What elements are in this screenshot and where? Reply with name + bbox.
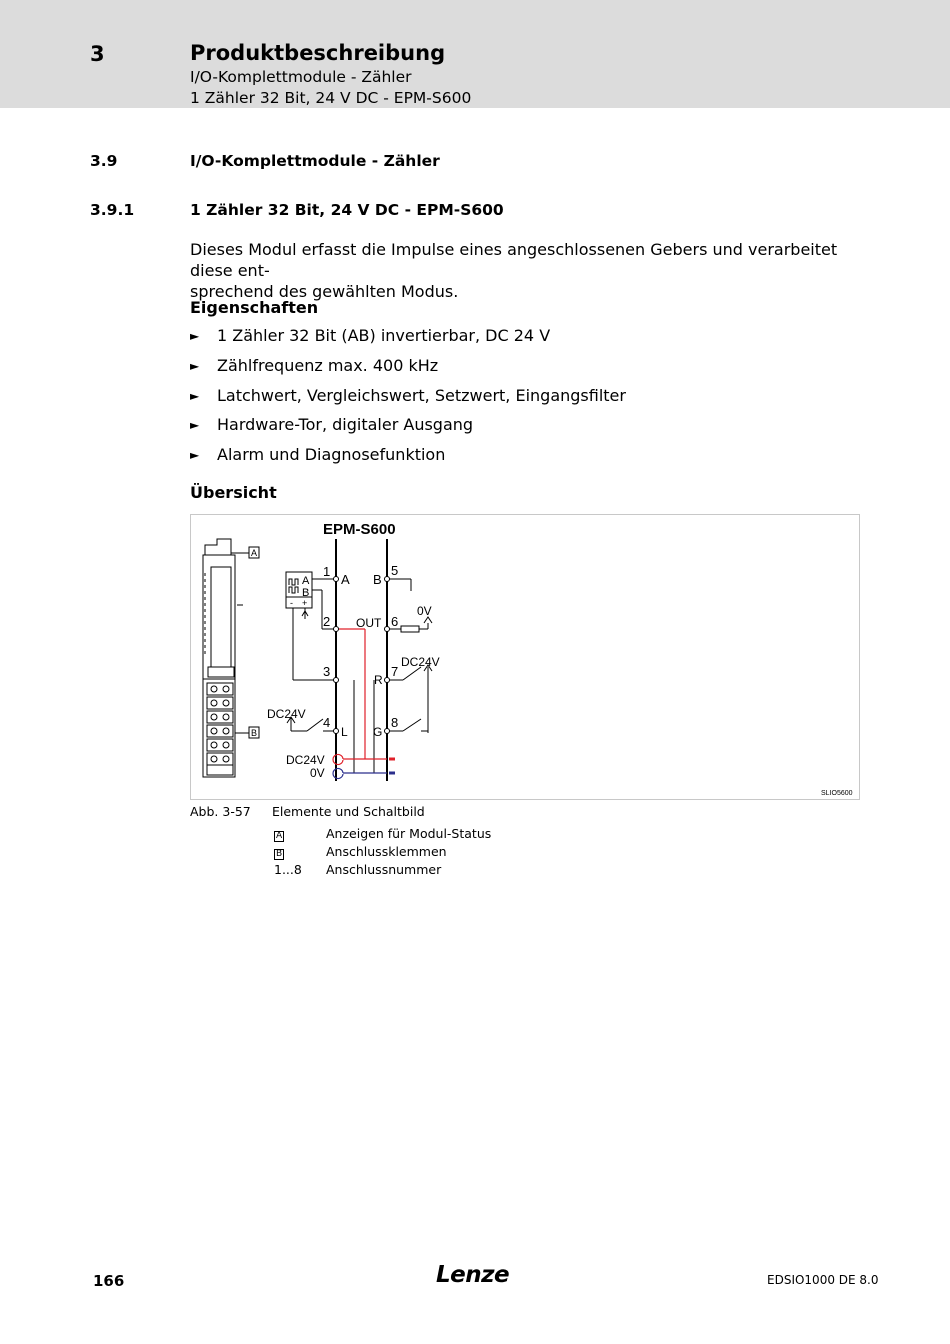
terminal-number: 1 xyxy=(323,564,331,579)
intro-paragraph xyxy=(190,239,870,302)
encoder-b-label: B xyxy=(302,587,310,599)
module-side-view xyxy=(203,539,259,777)
signal-g-label: G xyxy=(373,725,383,739)
chapter-title: Produktbeschreibung xyxy=(190,41,446,65)
figure-caption-title: Elemente und Schaltbild xyxy=(272,804,425,819)
figure-code: SLIO5600 xyxy=(821,790,853,797)
feature-item: ► Hardware-Tor, digitaler Ausgang xyxy=(190,415,474,434)
terminal-number: 6 xyxy=(391,614,399,629)
feature-text: 1 Zähler 32 Bit (AB) invertierbar, DC 24 V xyxy=(217,326,551,345)
encoder-plus-label: + xyxy=(302,598,308,608)
subsection-title: 1 Zähler 32 Bit, 24 V DC - EPM-S600 xyxy=(190,201,504,219)
terminal-number: 2 xyxy=(323,614,331,629)
legend-key xyxy=(274,826,284,842)
feature-text: Zählfrequenz max. 400 kHz xyxy=(217,356,439,375)
subsection-number: 3.9.1 xyxy=(90,201,135,219)
output-0v-label: 0V xyxy=(417,604,432,618)
terminal-points xyxy=(334,577,390,734)
section-number: 3.9 xyxy=(90,152,118,170)
feature-item: ► Alarm und Diagnosefunktion xyxy=(190,445,446,464)
legend-value: Anschlussnummer xyxy=(326,862,442,877)
marker-a-label: A xyxy=(251,548,258,558)
encoder-minus-label: - xyxy=(290,598,293,608)
wiring-diagram xyxy=(191,515,859,799)
features-heading: Eigenschaften xyxy=(190,298,319,317)
terminal-number: 8 xyxy=(391,715,399,730)
page-number: 166 xyxy=(93,1272,125,1290)
left-dc24v-label: DC24V xyxy=(267,707,306,721)
overview-heading: Übersicht xyxy=(190,483,277,502)
supply-dc24v-label: DC24V xyxy=(286,753,325,767)
module-title: EPM-S600 xyxy=(323,521,396,538)
header-band xyxy=(0,0,950,108)
signal-b-label: B xyxy=(373,572,382,587)
legend-key: 1...8 xyxy=(274,862,302,877)
encoder-a-label: A xyxy=(302,575,310,587)
feature-text: Hardware-Tor, digitaler Ausgang xyxy=(217,415,474,434)
legend-value: Anschlussklemmen xyxy=(326,844,447,859)
feature-item: ► 1 Zähler 32 Bit (AB) invertierbar, DC 24 V xyxy=(190,326,551,345)
signal-a-label: A xyxy=(341,572,350,587)
right-dc24v-label: DC24V xyxy=(401,655,440,669)
feature-text: Alarm und Diagnosefunktion xyxy=(217,445,446,464)
wires-blue xyxy=(333,769,395,779)
intro-line-2: sprechend des gewählten Modus. xyxy=(190,282,459,301)
intro-line-1: Dieses Modul erfasst die Impulse eines angeschlossenen Gebers und verarbeitet diese ent- xyxy=(190,240,838,280)
wiring-diagram-figure xyxy=(190,514,860,800)
marker-b-label: B xyxy=(251,728,258,738)
terminal-number: 3 xyxy=(323,664,331,679)
figure-caption-label: Abb. 3-57 xyxy=(190,804,251,819)
terminal-number: 4 xyxy=(323,715,331,730)
terminal-number: 7 xyxy=(391,664,399,679)
signal-out-label: OUT xyxy=(356,616,382,630)
signal-l-label: L xyxy=(341,725,348,739)
lenze-logo: Lenze xyxy=(436,1262,510,1288)
chapter-subtitle-1: I/O-Komplettmodule - Zähler xyxy=(190,68,412,86)
legend-key xyxy=(274,844,284,860)
signal-r-label: R xyxy=(374,673,383,687)
legend-key-box: B xyxy=(276,849,283,859)
section-title: I/O-Komplettmodule - Zähler xyxy=(190,152,440,170)
feature-item: ► Latchwert, Vergleichswert, Setzwert, Eingangsfilter xyxy=(190,386,626,405)
chapter-subtitle-2: 1 Zähler 32 Bit, 24 V DC - EPM-S600 xyxy=(190,89,472,107)
document-id: EDSIO1000 DE 8.0 xyxy=(767,1273,879,1287)
chapter-number: 3 xyxy=(90,42,105,66)
terminal-number: 5 xyxy=(391,563,399,578)
supply-0v-label: 0V xyxy=(310,766,325,780)
legend-value: Anzeigen für Modul-Status xyxy=(326,826,492,841)
legend-key-box: A xyxy=(276,831,283,841)
feature-item: ► Zählfrequenz max. 400 kHz xyxy=(190,356,439,375)
wires-red xyxy=(333,629,395,765)
feature-text: Latchwert, Vergleichswert, Setzwert, Eingangsfilter xyxy=(217,386,626,405)
